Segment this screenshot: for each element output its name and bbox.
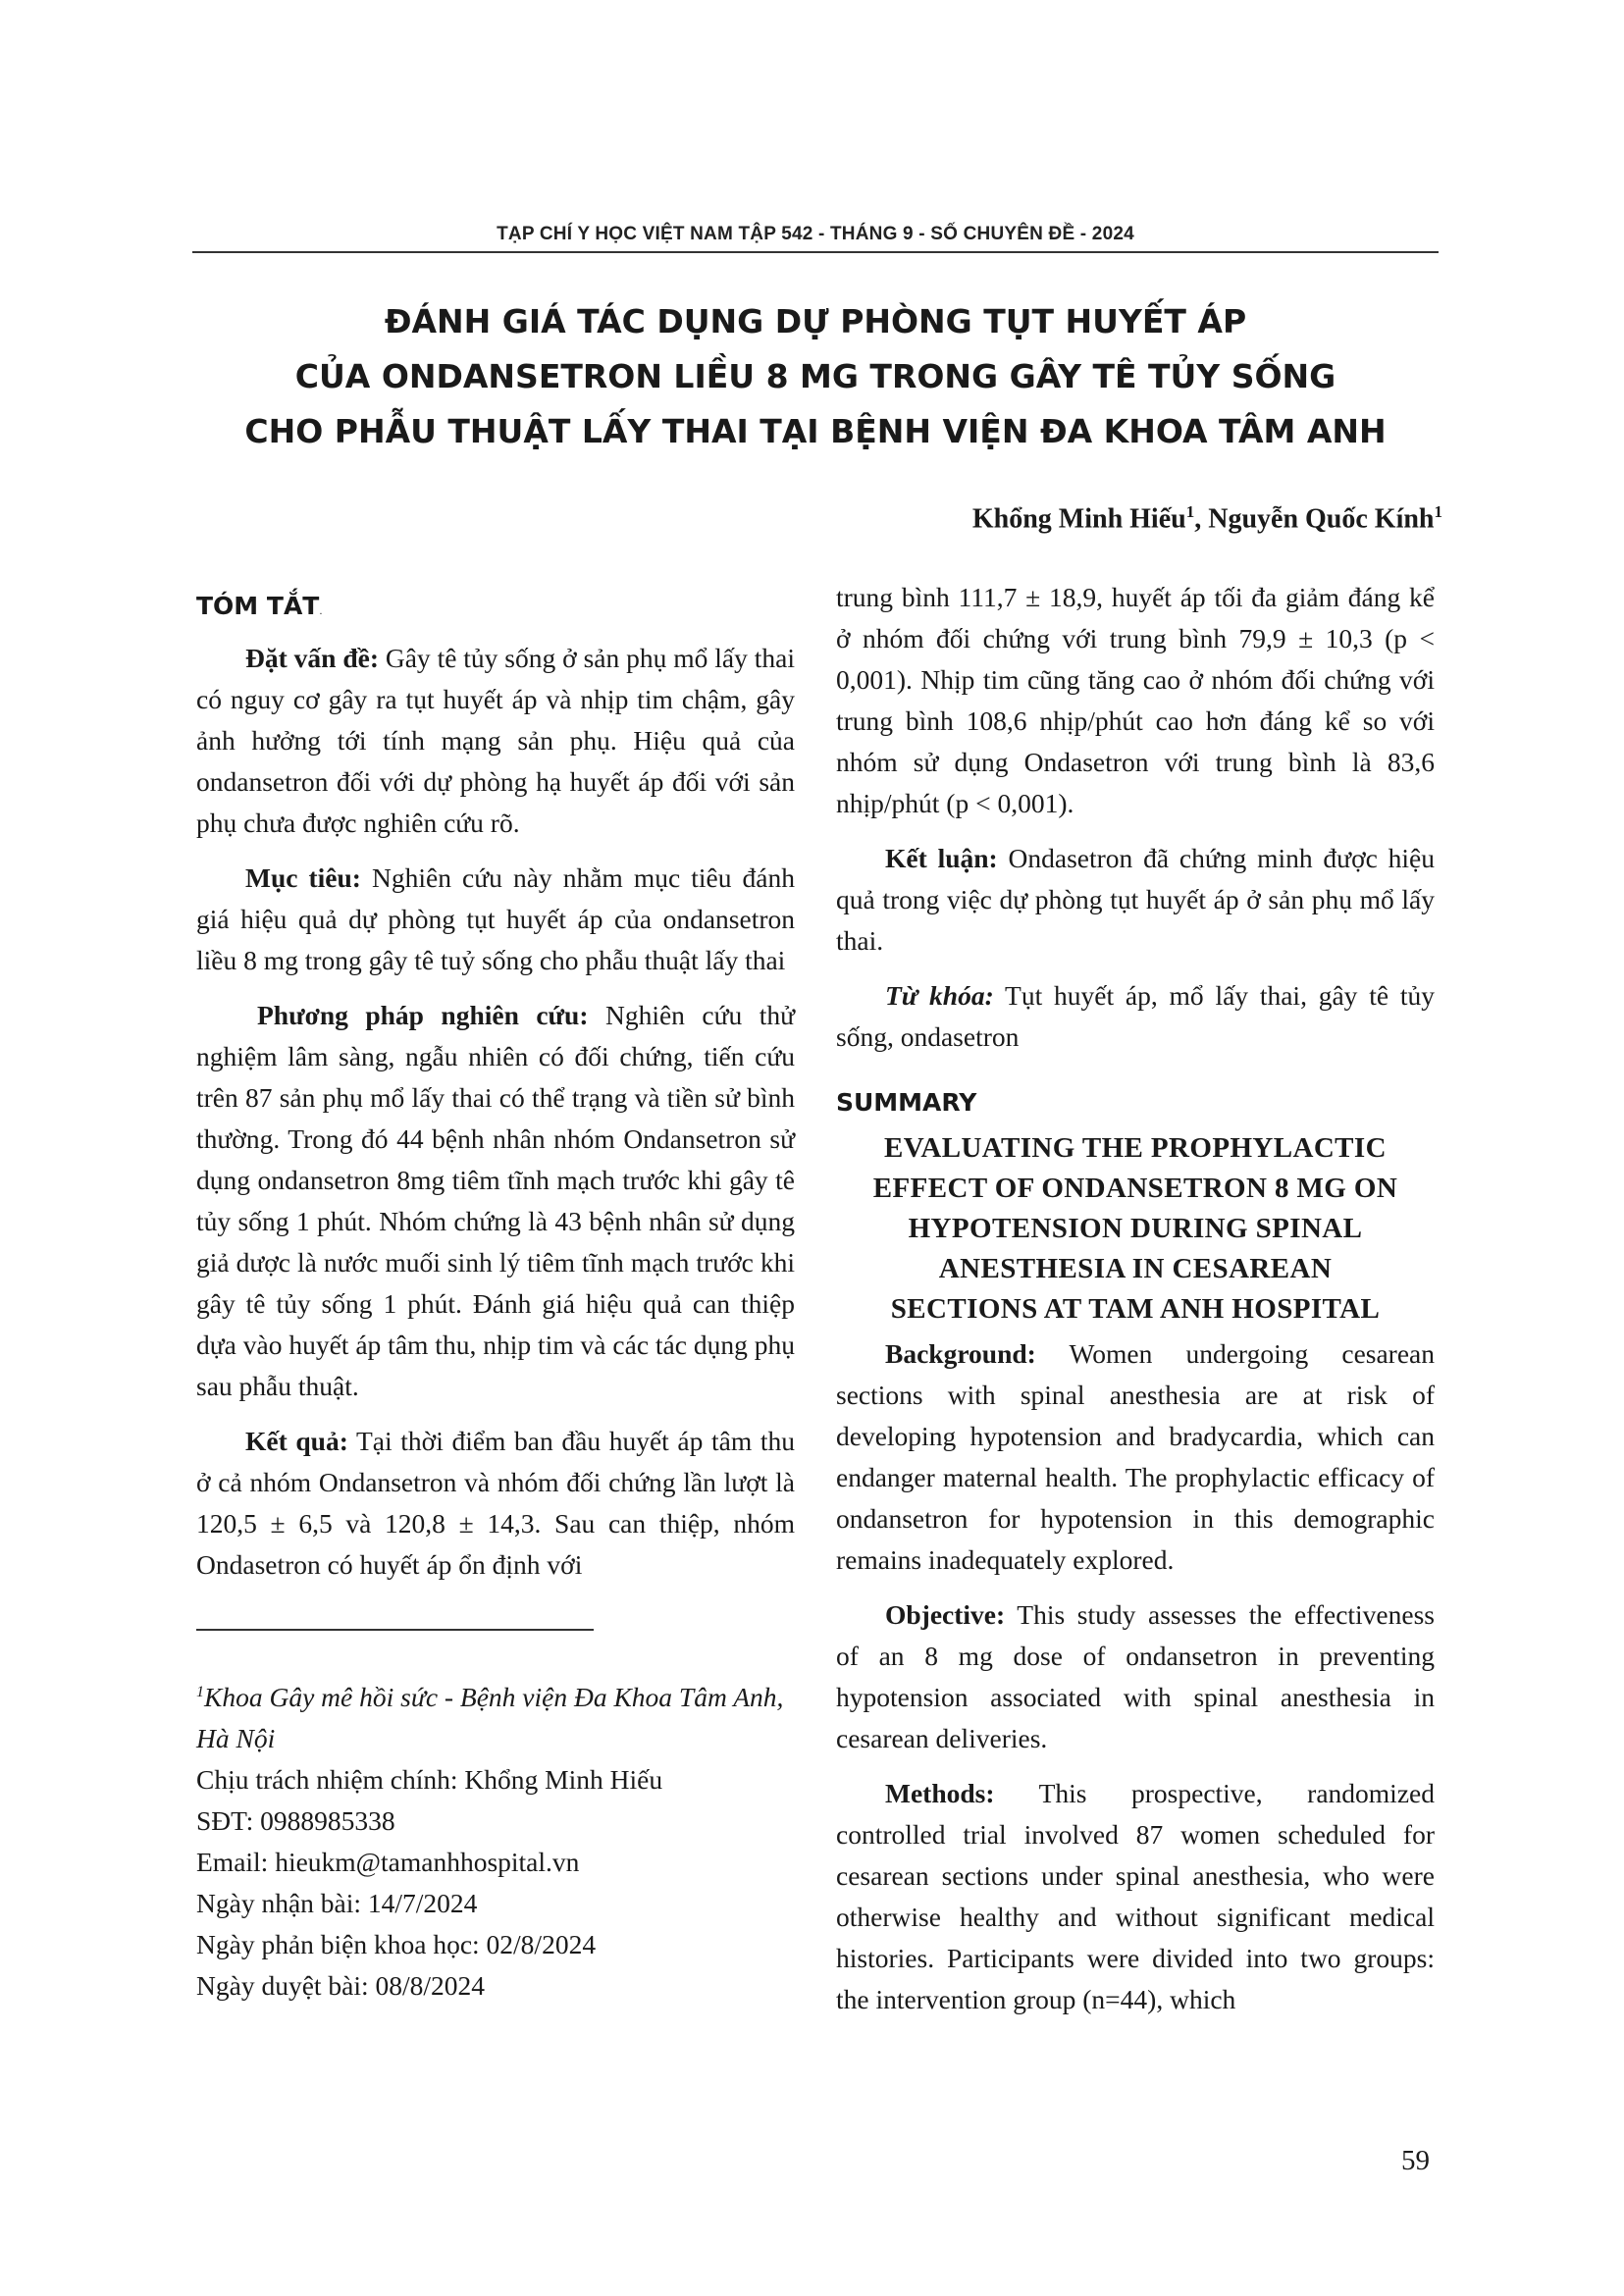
english-title [836,1128,1435,1330]
abstract-paragraph-conclusion: Kết luận: Ondasetron đã chứng minh được hiệu quả trong việc dự phòng tụt huyết áp ở sản phụ mổ lấy thai. [836,843,1436,956]
header-divider [192,251,1439,253]
abstract-paragraph-methods: Phương pháp nghiên cứu: Nghiên cứu thử nghiệm lâm sàng, ngẫu nhiên có đối chứng, tiến cứu trên 87 sản phụ mổ lấy thai có thể trạng và tiền sử bình thường. Trong đó 44 bệnh nhân nhóm Ondansetron sử dụng ondansetron 8mg tiêm tĩnh mạch trước khi gây tê tủy sống 1 phút. Nhóm chứng là 43 bệnh nhân sử dụng giả dược là nước muối sinh lý tiêm tĩnh mạch trước khi gây tê tủy sống 1 phút. Đánh giá hiệu quả can thiệp dựa vào huyết áp tâm thu, nhịp tim và các tác dụng phụ sau phẫu thuật. [196,1000,795,1401]
author-affiliation-mark: 1 [1434,502,1442,521]
article-title [192,294,1439,459]
footnote-received-date: Ngày nhận bài: 14/7/2024 [196,1888,478,1919]
footnote-affiliation: $^1$Khoa Gây mê hồi sức - Bệnh viện Đa Khoa Tâm Anh, Hà Nội [196,1682,784,1754]
footnote-phone: SĐT: 0988985338 [196,1805,395,1837]
summary-paragraph-objective: Objective: This study assesses the effectiveness of an 8 mg dose of ondansetron in preventing hypotension associated with spinal anesthesia in cesarean deliveries. [836,1599,1435,1753]
footnote-divider [196,1629,594,1631]
abstract-paragraph-results: Kết quả: Tại thời điểm ban đầu huyết áp tâm thu ở cả nhóm Ondansetron và nhóm đối chứng lần lượt là 120,5 ± 6,5 và 120,8 ± 14,3. Sau can thiệp, nhóm Ondasetron có huyết áp ổn định với [196,1426,795,1580]
author-affiliation-mark: 1 [1185,502,1195,521]
summary-paragraph-methods: Methods: This prospective, randomized controlled trial involved 87 women scheduled for cesarean sections under spinal anesthesia, who were otherwise healthy and without significant medical histories. Participants were divided into two groups: the intervention group (n=44), which [836,1778,1435,2014]
abstract-vi-heading: TÓM TẮT. [196,592,323,620]
title-line: CHO PHẪU THUẬT LẤY THAI TẠI BỆNH VIỆN ĐA KHOA TÂM ANH [244,412,1387,450]
english-title-line: SECTIONS AT TAM ANH HOSPITAL [890,1293,1381,1325]
footnote-review-date: Ngày phản biện khoa học: 02/8/2024 [196,1929,597,1960]
english-title-line: EVALUATING THE PROPHYLACTIC [884,1132,1387,1164]
footnote-email: Email: hieukm@tamanhhospital.vn [196,1847,580,1878]
right-column [836,577,1435,2034]
summary-paragraph-background: Background: Women undergoing cesarean sections with spinal anesthesia are at risk of developing hypotension and bradycardia, which can endanger maternal health. The prophylactic efficacy of ondansetron for hypotension in this demographic remains inadequately explored. [836,1338,1435,1575]
english-title-line: HYPOTENSION DURING SPINAL [908,1213,1363,1244]
author-list [972,502,1442,535]
page-number: 59 [1401,2145,1430,2176]
english-title-line: ANESTHESIA IN CESAREAN [938,1253,1333,1284]
english-title-line: EFFECT OF ONDANSETRON 8 MG ON [872,1173,1398,1204]
footnote-approval-date: Ngày duyệt bài: 08/8/2024 [196,1970,486,2002]
abstract-paragraph-background: Đặt vấn đề: Gây tê tủy sống ở sản phụ mổ lấy thai có nguy cơ gây ra tụt huyết áp và nhịp tim chậm, gây ảnh hưởng tới tính mạng sản phụ. Hiệu quả của ondansetron đối với dự phòng hạ huyết áp đối với sản phụ chưa được nghiên cứu rõ. [196,643,795,838]
left-column [196,577,795,1599]
abstract-paragraph-objective: Mục tiêu: Nghiên cứu này nhằm mục tiêu đánh giá hiệu quả dự phòng tụt huyết áp của ondansetron liều 8 mg trong gây tê tuỷ sống cho phẫu thuật lấy thai [196,862,795,975]
footnote-responsible: Chịu trách nhiệm chính: Khổng Minh Hiếu [196,1764,663,1796]
author-separator: , [1194,503,1209,535]
footnote [196,1672,795,2007]
author-name: Khổng Minh Hiếu [971,503,1186,535]
title-line: ĐÁNH GIÁ TÁC DỤNG DỰ PHÒNG TỤT HUYẾT ÁP [384,302,1247,340]
author-name: Nguyễn Quốc Kính [1208,503,1435,535]
title-line: CỦA ONDANSETRON LIỀU 8 MG TRONG GÂY TÊ TỦY SỐNG [294,357,1336,395]
abstract-keywords: Từ khóa: Tụt huyết áp, mổ lấy thai, gây tê tủy sống, ondasetron [836,980,1435,1052]
summary-heading: SUMMARY [836,1088,977,1117]
journal-header: TẠP CHÍ Y HỌC VIỆT NAM TẬP 542 - THÁNG 9 - SỐ CHUYÊN ĐỀ - 2024 [497,224,1134,244]
abstract-paragraph-results-continued: trung bình 111,7 ± 18,9, huyết áp tối đa giảm đáng kể ở nhóm đối chứng với trung bình 79,9 ± 10,3 (p < 0,001). Nhịp tim cũng tăng cao ở nhóm đối chứng với trung bình 108,6 nhịp/phút cao hơn đáng kể so với nhóm sử dụng Ondasetron với trung bình là 83,6 nhịp/phút (p < 0,001). [836,582,1435,818]
